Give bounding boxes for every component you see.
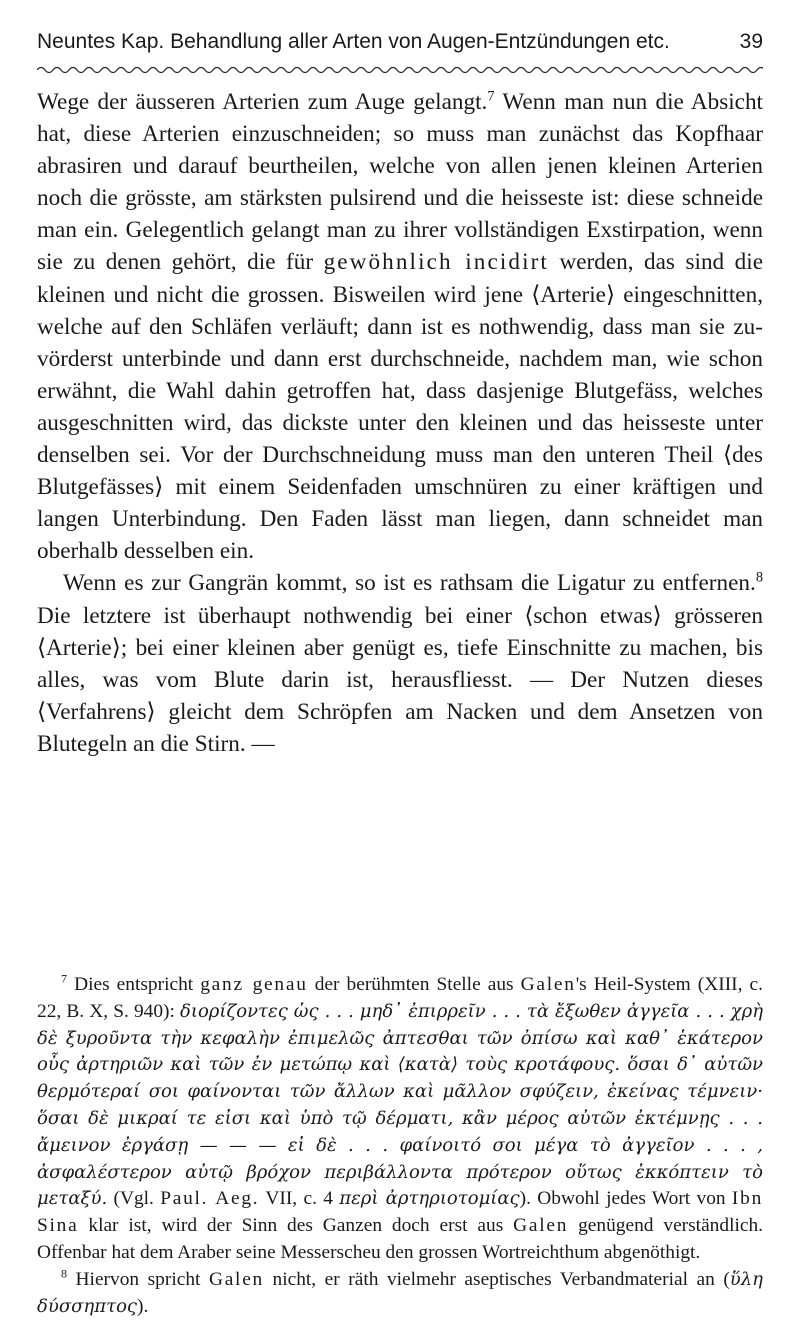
footnote-ref-7: 7 (487, 88, 495, 105)
paragraph-2-text-b: Die letztere ist überhaupt nothwendig bei einer ⟨schon etwas⟩ grösseren ⟨Arterie⟩; bei einer kleinen aber genügt es, tiefe Einschnitte zu machen, bis alles, was vom Blute darin ist, herausfliesst. — Der Nutzen dieses ⟨Verfahrens⟩ gleicht dem Schröpfen am Nacken und dem Ansetzen von Blutegeln an die Stirn. — (37, 602, 763, 757)
footnote-7 (37, 972, 763, 1267)
footnote-text: Dies entspricht (67, 974, 201, 995)
footnote-text: VII, c. 4 (259, 1188, 340, 1210)
page-number: 39 (739, 30, 763, 53)
emphasized-text: gewöhnlich incidirt (323, 249, 549, 276)
footnote-ref-8: 8 (755, 569, 763, 586)
author-name: Galen (208, 1268, 264, 1290)
emphasized-text: ganz genau (200, 974, 308, 995)
main-text (37, 86, 763, 760)
footnote-text: genügend verständlich. Offenbar hat dem Araber seine Messerscheu den grossen Wortreichthum abgenöthigt. (37, 1215, 763, 1263)
footnote-number: 7 (61, 971, 68, 986)
footnote-text: 's Heil-System (XIII, c. 22, B. X, S. 940): (37, 974, 763, 1022)
footnote-text: Hiervon spricht (67, 1268, 209, 1290)
running-title: Neuntes Kap. Behandlung aller Arten von Augen-Entzündungen etc. (37, 30, 670, 53)
footnote-text: ). Obwohl jedes Wort von (519, 1188, 732, 1210)
footnote-text: ). (137, 1295, 149, 1317)
greek-term: ὕλη δύσσηπτος (37, 1268, 763, 1317)
greek-quotation: διορίζοντες ὡς . . . μηδ᾽ ἐπιρρεῖν . . . τὰ ἔξωθεν ἀγγεῖα . . . χρὴ δὲ ξυροῦντα τὴν κεφαλὴν ἐπιμελῶς ἀπτεσθαι τῶν ὀπίσω καὶ καθ᾽ ἑκάτερον οὖς ἀρτηριῶν καὶ τῶν ἐν μετώπῳ καὶ ⟨κατὰ⟩ τοὺς κροτάφους. ὅσαι δ᾽ αὐτῶν θερμότεραί σοι φαίνονται τῶν ἄλλων καὶ μᾶλλον σφύζειν, ἐκείνας τέμνειν· ὅσαι δὲ μικραί τε εἰσι καὶ ὑπὸ τῷ δέρματι, κἂν μέρος αὐτῶν ἐκτέμνῃς . . . ἄμεινον ἐργάσῃ — — — εἰ δὲ . . . φαίνοιτό σοι μέγα τὸ ἀγγεῖον . . . , ἀσφαλέστερον αὐτῷ βρόχον περιβάλλοντα πρότερον οὕτως ἐκκόπτειν τὸ μεταξύ. (37, 1000, 764, 1210)
footnotes (37, 972, 763, 1320)
footnote-text: der berühmten Stelle aus (307, 974, 521, 995)
footnote-8 (37, 1267, 763, 1321)
footnote-text: klar ist, wird der Sinn des Ganzen doch erst aus (78, 1215, 514, 1237)
author-name: Ibn Sina (37, 1188, 764, 1237)
running-header (37, 22, 763, 62)
paragraph-1-text-a: Wege der äusseren Arterien zum Auge gelangt. (37, 89, 488, 115)
paragraph-1 (37, 86, 763, 567)
author-name: Paul. Aeg. (160, 1188, 260, 1210)
footnote-text: nicht, er räth vielmehr aseptisches Verbandmaterial an ( (263, 1268, 730, 1290)
paragraph-1-text-b: Wenn man nun die Absicht hat, diese Arterien einzuschneiden; so muss man zunächst das Kopfhaar abrasiren und darauf beurtheilen, welche von allen jenen kleinen Arterien noch die grösste, am stärksten pulsirend und die heisseste ist: diese schneide man ein. Gelegentlich gelangt man zu ihrer vollständigen Exstirpation, wenn sie zu denen gehört, die für (37, 89, 763, 276)
author-name: Galen (520, 974, 576, 995)
author-name: Galen (513, 1215, 569, 1237)
paragraph-1-text-c: werden, das sind die kleinen und nicht die grossen. Bisweilen wird jene ⟨Arterie⟩ eingeschnitten, welche auf den Schläfen verläuft; dann ist es nothwendig, dass man sie zuvörderst unterbinde und dann erst durchschneide, nachdem man, wie schon erwähnt, die Wahl dahin getroffen hat, dass dasjenige Blutgefäss, welches ausgeschnitten wird, das dickste unter den kleinen und das heisseste unter denselben sei. Vor der Durchschneidung muss man den unteren Theil ⟨des Blutgefässes⟩ mit einem Seidenfaden umschnüren zu einer kräftigen und langen Unterbindung. Den Faden lässt man liegen, dann schneidet man oberhalb desselben ein. (37, 249, 763, 565)
paragraph-2 (37, 567, 763, 760)
paragraph-2-text-a: Wenn es zur Gangrän kommt, so ist es rathsam die Ligatur zu entfernen. (63, 570, 756, 597)
greek-title: περὶ ἀρτηριοτομίας (339, 1188, 520, 1210)
footnote-text: (Vgl. (107, 1188, 161, 1210)
wavy-divider-rule (37, 62, 763, 78)
footnote-number: 8 (61, 1266, 68, 1281)
